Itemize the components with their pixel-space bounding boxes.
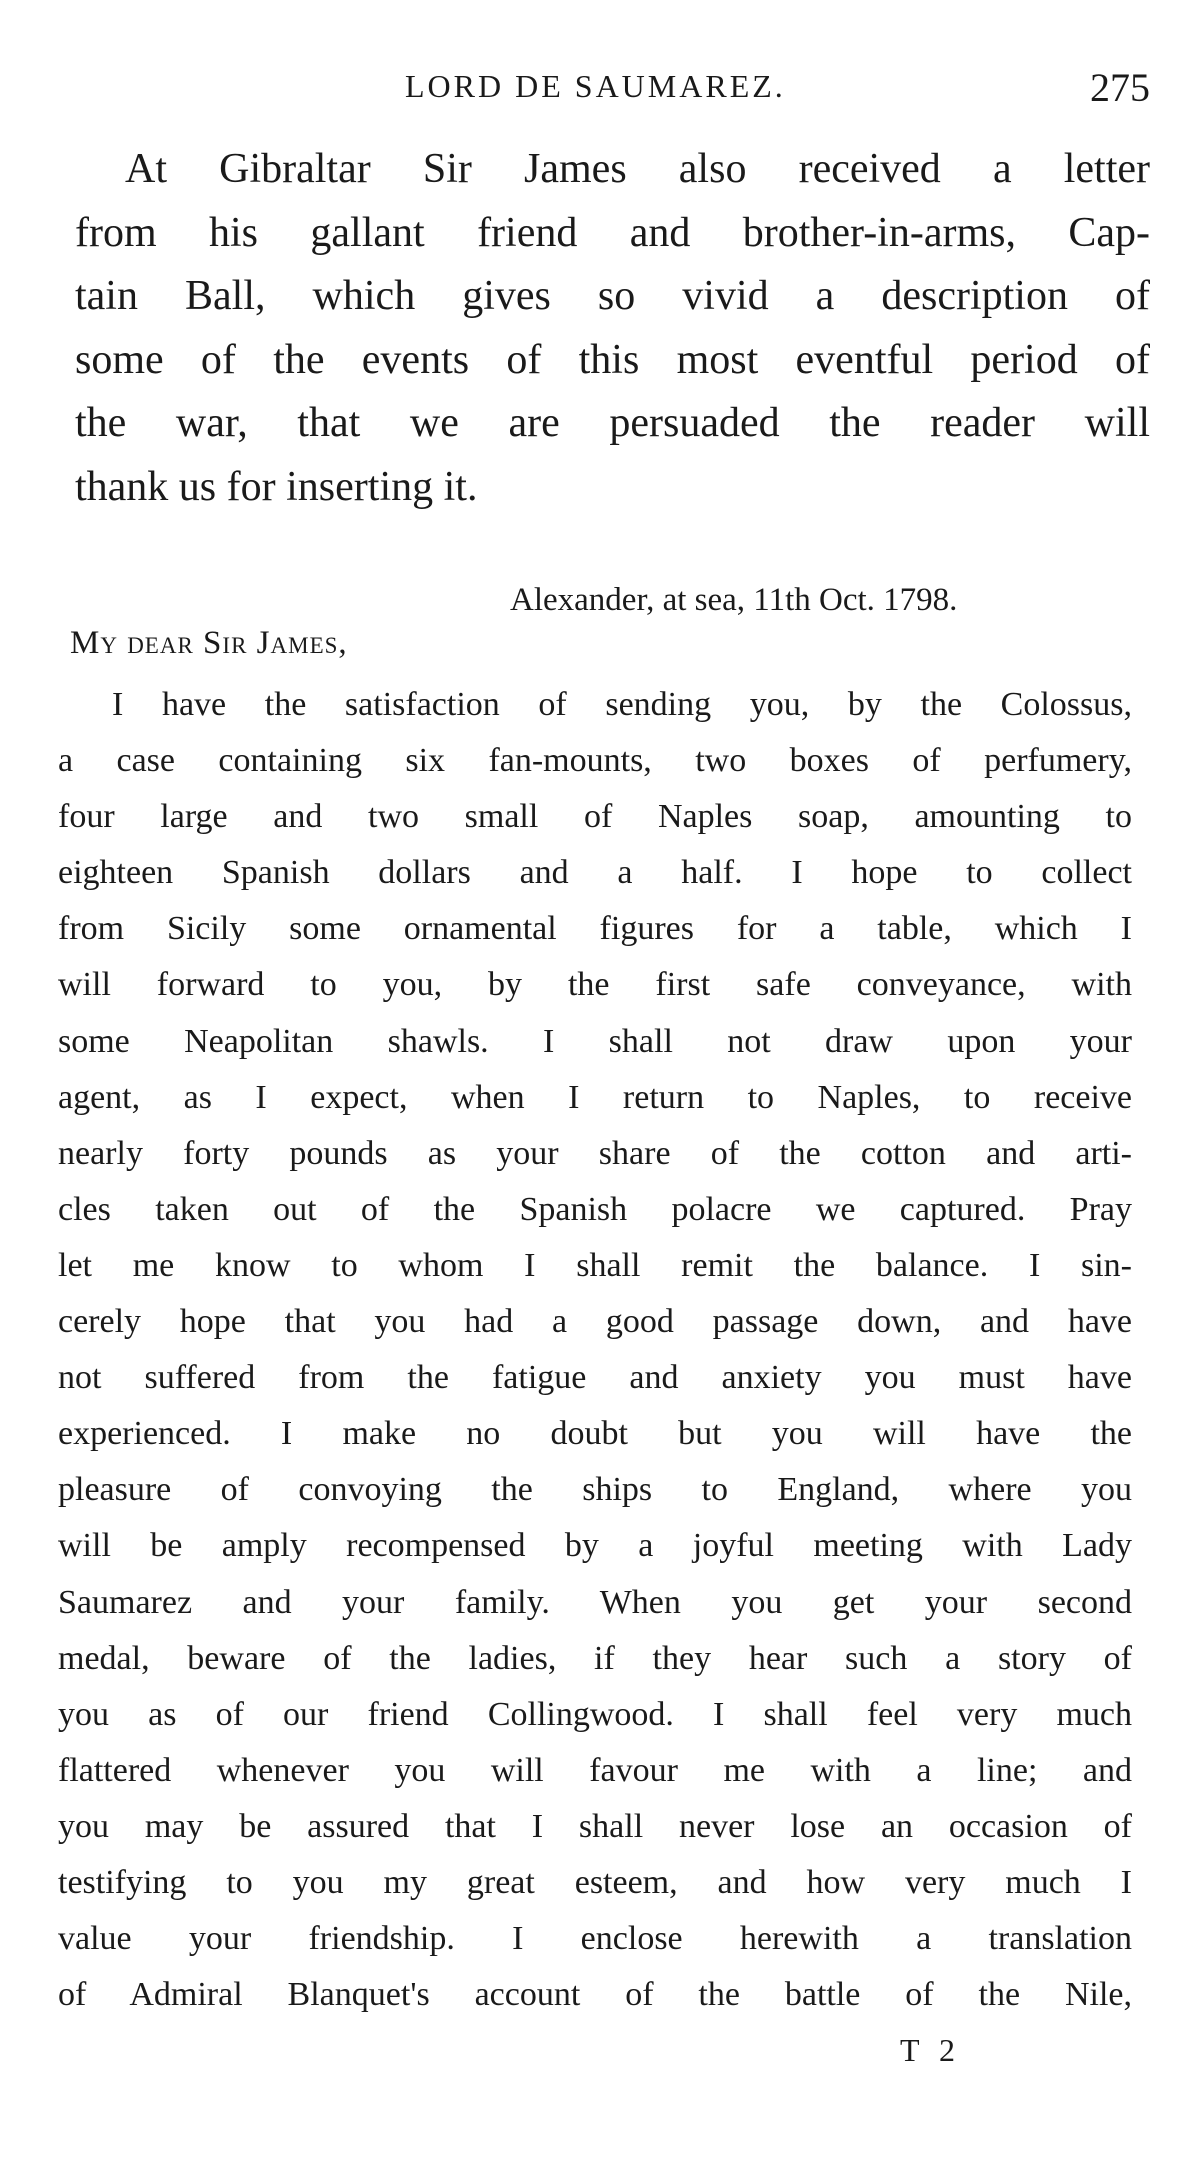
page-number: 275 <box>1090 65 1150 110</box>
intro-line: from his gallant friend and brother-in-arms, Cap- <box>75 209 1150 256</box>
intro-line: some of the events of this most eventful period of <box>75 336 1150 383</box>
letter-line: experienced. I make no doubt but you will have the <box>58 1415 1132 1453</box>
letter-line: you may be assured that I shall never lose an occasion of <box>58 1807 1132 1845</box>
signature-mark: T 2 <box>900 2032 961 2068</box>
letter-line: some Neapolitan shawls. I shall not draw upon your <box>58 1022 1132 1060</box>
letter-dateline: Alexander, at sea, 11th Oct. 1798. <box>510 582 958 618</box>
letter-line: cerely hope that you had a good passage down, and have <box>58 1303 1132 1341</box>
running-title: LORD DE SAUMAREZ. <box>405 68 786 104</box>
intro-line: At Gibraltar Sir James also received a letter <box>125 146 1150 192</box>
letter-line: medal, beware of the ladies, if they hear such a story of <box>58 1639 1132 1677</box>
letter-line: cles taken out of the Spanish polacre we captured. Pray <box>58 1190 1132 1228</box>
letter-line: agent, as I expect, when I return to Naples, to receive <box>58 1078 1132 1116</box>
letter-line: you as of our friend Collingwood. I shall feel very much <box>58 1695 1132 1733</box>
running-header <box>60 65 1150 118</box>
letter-line: flattered whenever you will favour me with a line; and <box>58 1751 1132 1789</box>
letter-line: pleasure of convoying the ships to England, where you <box>58 1471 1132 1509</box>
letter-line: eighteen Spanish dollars and a half. I hope to collect <box>58 854 1132 892</box>
intro-line: thank us for inserting it. <box>75 463 478 510</box>
letter-line: a case containing six fan-mounts, two boxes of perfumery, <box>58 742 1132 780</box>
letter-body <box>58 677 1132 2023</box>
letter-line: testifying to you my great esteem, and how very much I <box>58 1863 1132 1901</box>
letter-line: of Admiral Blanquet's account of the battle of the Nile, <box>58 1976 1132 2014</box>
letter-line: from Sicily some ornamental figures for a table, which I <box>58 910 1132 948</box>
letter-salutation: My dear Sir James, <box>70 625 348 661</box>
letter-line: value your friendship. I enclose herewith a translation <box>58 1920 1132 1958</box>
letter-line: four large and two small of Naples soap, amounting to <box>58 798 1132 836</box>
letter-line: nearly forty pounds as your share of the cotton and arti- <box>58 1134 1132 1172</box>
intro-line: the war, that we are persuaded the reader will <box>75 400 1150 446</box>
letter-line: let me know to whom I shall remit the balance. I sin- <box>58 1246 1132 1284</box>
letter-line: Saumarez and your family. When you get your second <box>58 1583 1132 1621</box>
intro-paragraph <box>75 138 1150 519</box>
letter-line: I have the satisfaction of sending you, by the Colossus, <box>112 686 1132 723</box>
letter-line: not suffered from the fatigue and anxiety you must have <box>58 1359 1132 1397</box>
letter-line: will be amply recompensed by a joyful meeting with Lady <box>58 1527 1132 1565</box>
letter-line: will forward to you, by the first safe conveyance, with <box>58 966 1132 1004</box>
intro-line: tain Ball, which gives so vivid a description of <box>75 273 1150 319</box>
